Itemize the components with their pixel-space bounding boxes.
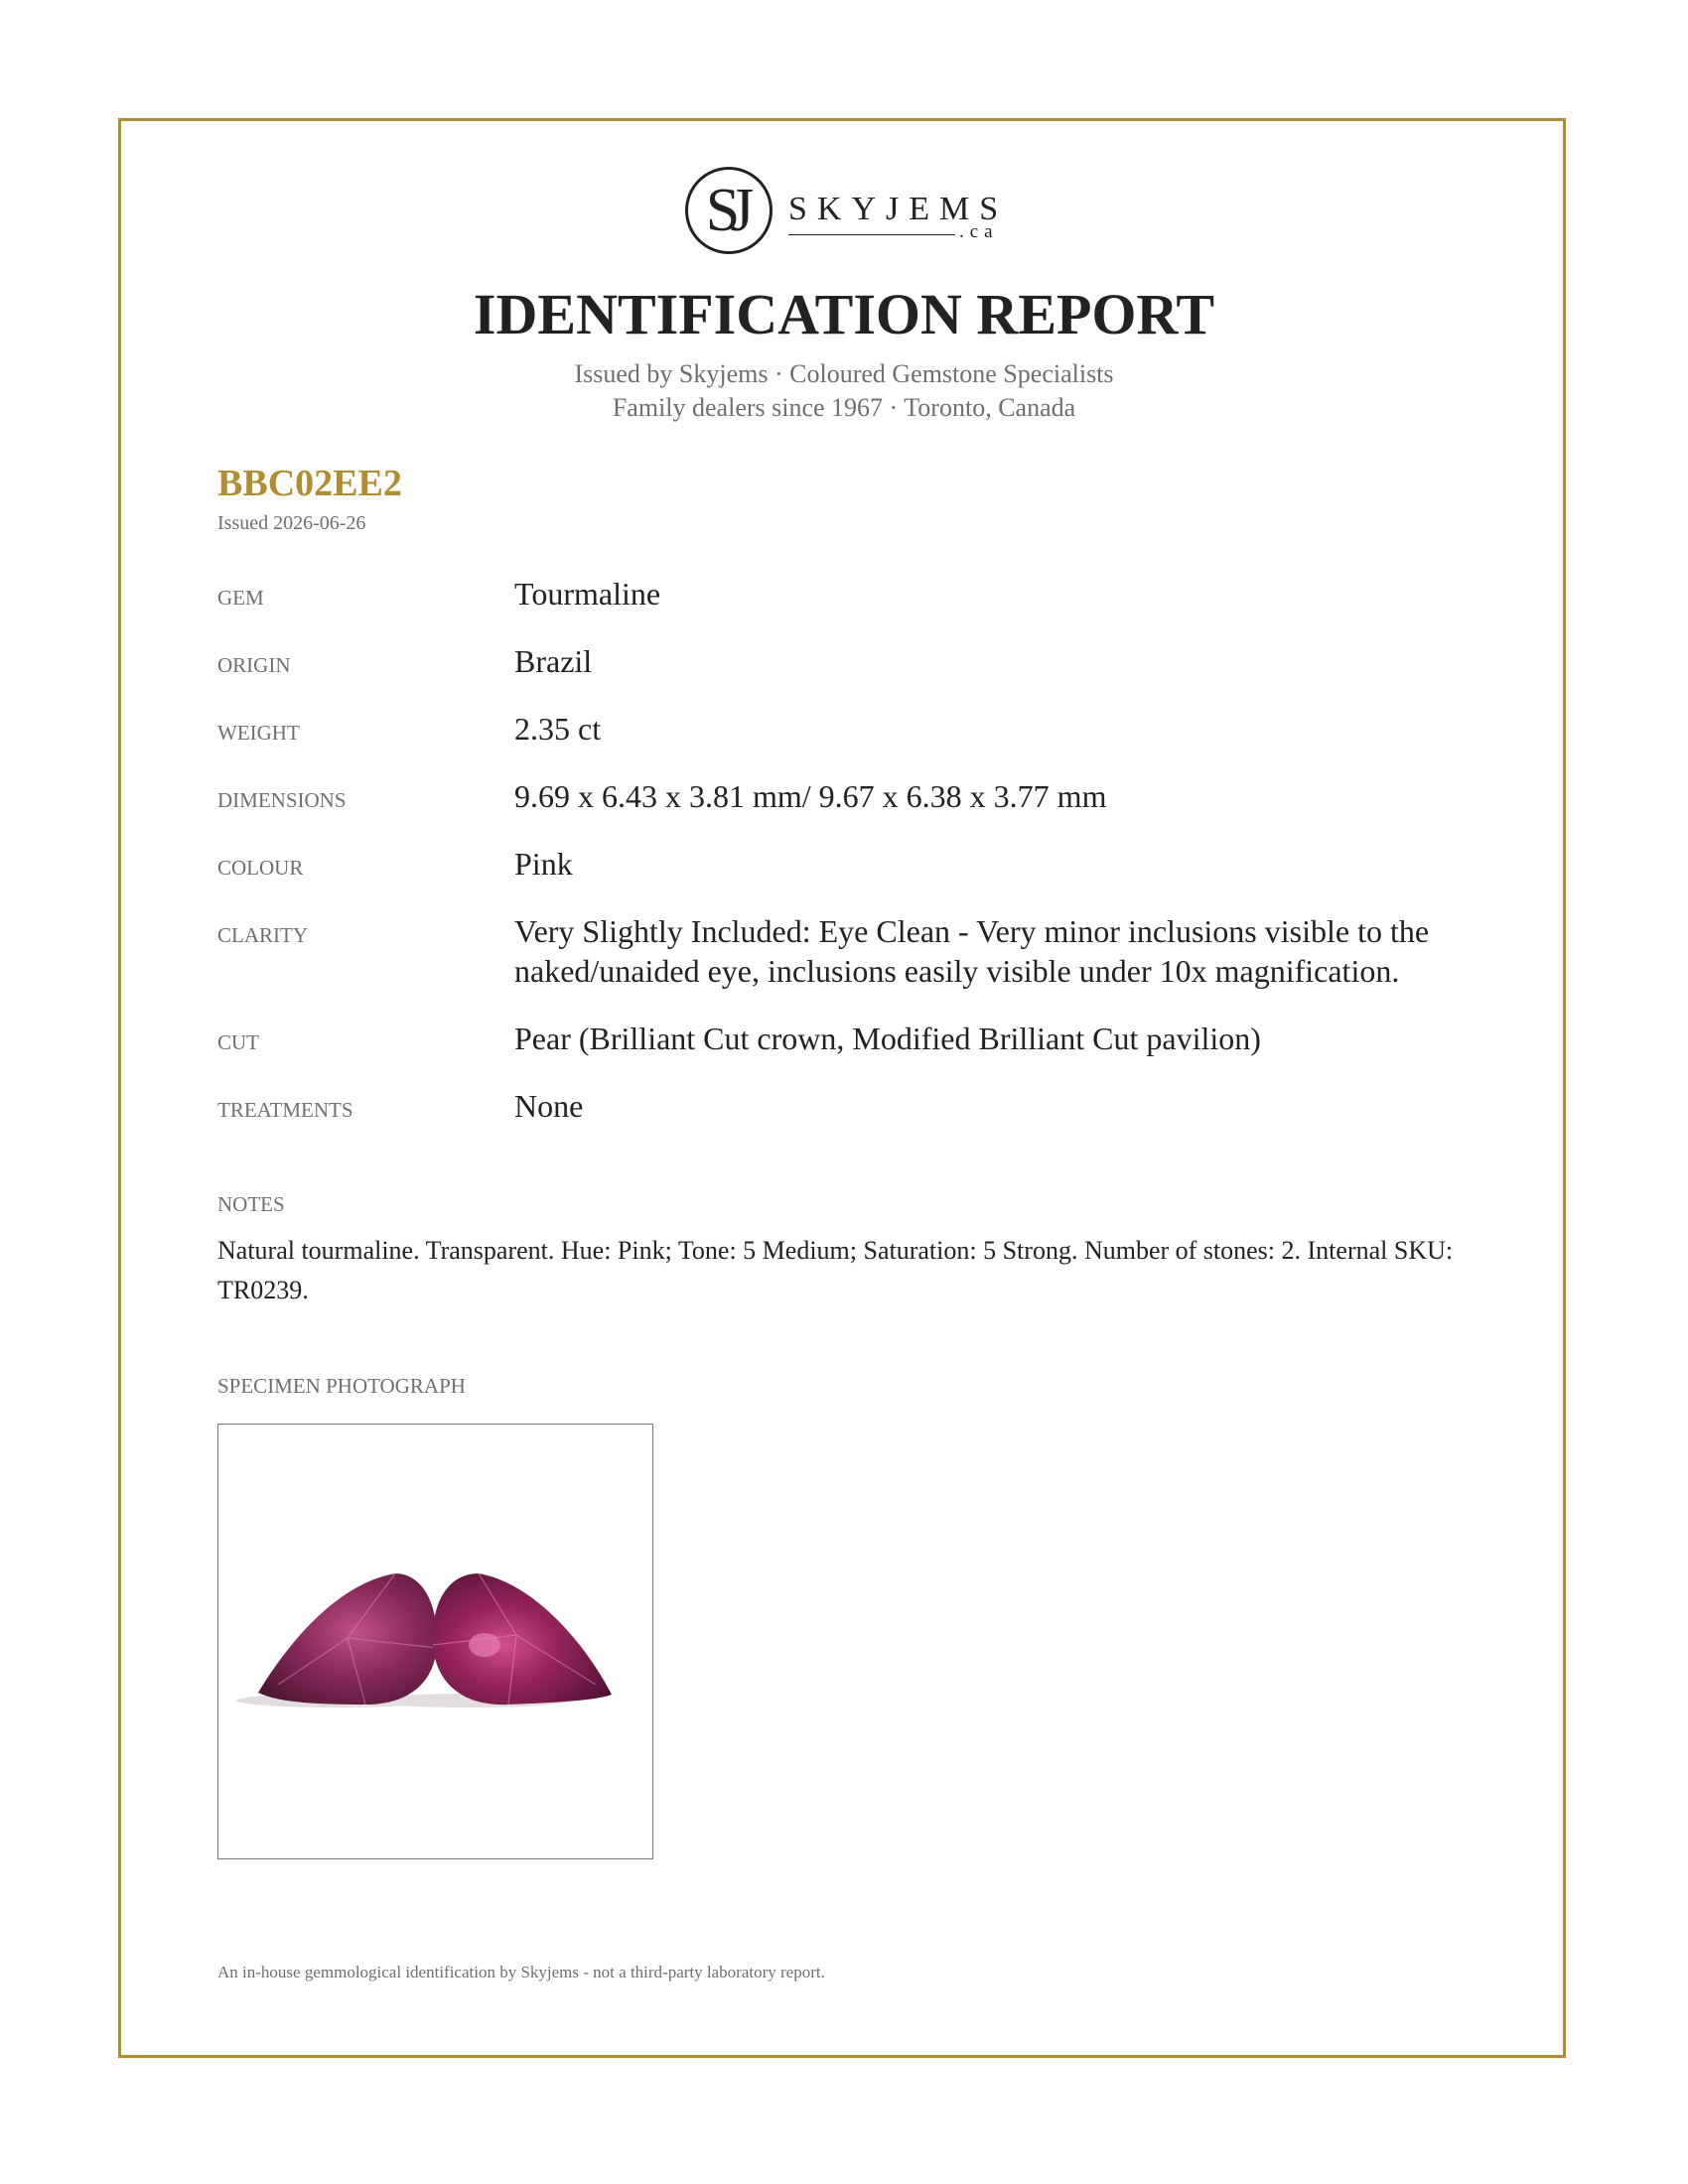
- clarity-label: CLARITY: [217, 923, 308, 947]
- weight-value: 2.35 ct: [514, 711, 602, 747]
- colour-label: COLOUR: [217, 856, 304, 880]
- cut-value: Pear (Brilliant Cut crown, Modified Brilliant Cut pavilion): [514, 1021, 1261, 1056]
- treatments-label: TREATMENTS: [217, 1098, 353, 1122]
- logo-wordmark: SKYJEMS: [788, 191, 1009, 227]
- subtitle-history: Family dealers since 1967 · Toronto, Canada: [612, 393, 1076, 422]
- cut-label: CUT: [217, 1030, 259, 1054]
- dimensions-label: DIMENSIONS: [217, 788, 347, 812]
- logo-underline: [788, 234, 955, 235]
- gem-right-highlight: [469, 1633, 500, 1657]
- logo-monogram: SJ: [705, 177, 745, 244]
- gem-value: Tourmaline: [514, 576, 661, 612]
- notes-label: NOTES: [217, 1192, 285, 1216]
- skyjems-logo: [685, 167, 1013, 262]
- gem-label: GEM: [217, 586, 264, 610]
- report-title: IDENTIFICATION REPORT: [473, 282, 1215, 346]
- origin-label: ORIGIN: [217, 653, 291, 677]
- subtitle-issuer: Issued by Skyjems · Coloured Gemstone Specialists: [574, 359, 1114, 388]
- weight-label: WEIGHT: [217, 721, 300, 745]
- logo-tld: .ca: [959, 221, 999, 242]
- issued-date: Issued 2026-06-26: [217, 512, 366, 534]
- gem-pair-illustration: [218, 1425, 651, 1857]
- colour-value: Pink: [514, 846, 573, 882]
- specimen-photo: [217, 1424, 653, 1859]
- report-id: BBC02EE2: [217, 463, 402, 504]
- photo-label: SPECIMEN PHOTOGRAPH: [217, 1374, 466, 1398]
- footer-disclaimer: An in-house gemmological identification by Skyjems - not a third-party laboratory report.: [217, 1963, 825, 1981]
- origin-value: Brazil: [514, 643, 593, 679]
- dimensions-value: 9.69 x 6.43 x 3.81 mm/ 9.67 x 6.38 x 3.77 mm: [514, 778, 1107, 814]
- notes-text: Natural tourmaline. Transparent. Hue: Pink; Tone: 5 Medium; Saturation: 5 Strong. Number of stones: 2. Internal SKU: TR0239.: [217, 1236, 1454, 1304]
- treatments-value: None: [514, 1088, 584, 1124]
- clarity-value: Very Slightly Included: Eye Clean - Very minor inclusions visible to the naked/unaided eye, inclusions easily visible under 10x magnification.: [514, 913, 1430, 989]
